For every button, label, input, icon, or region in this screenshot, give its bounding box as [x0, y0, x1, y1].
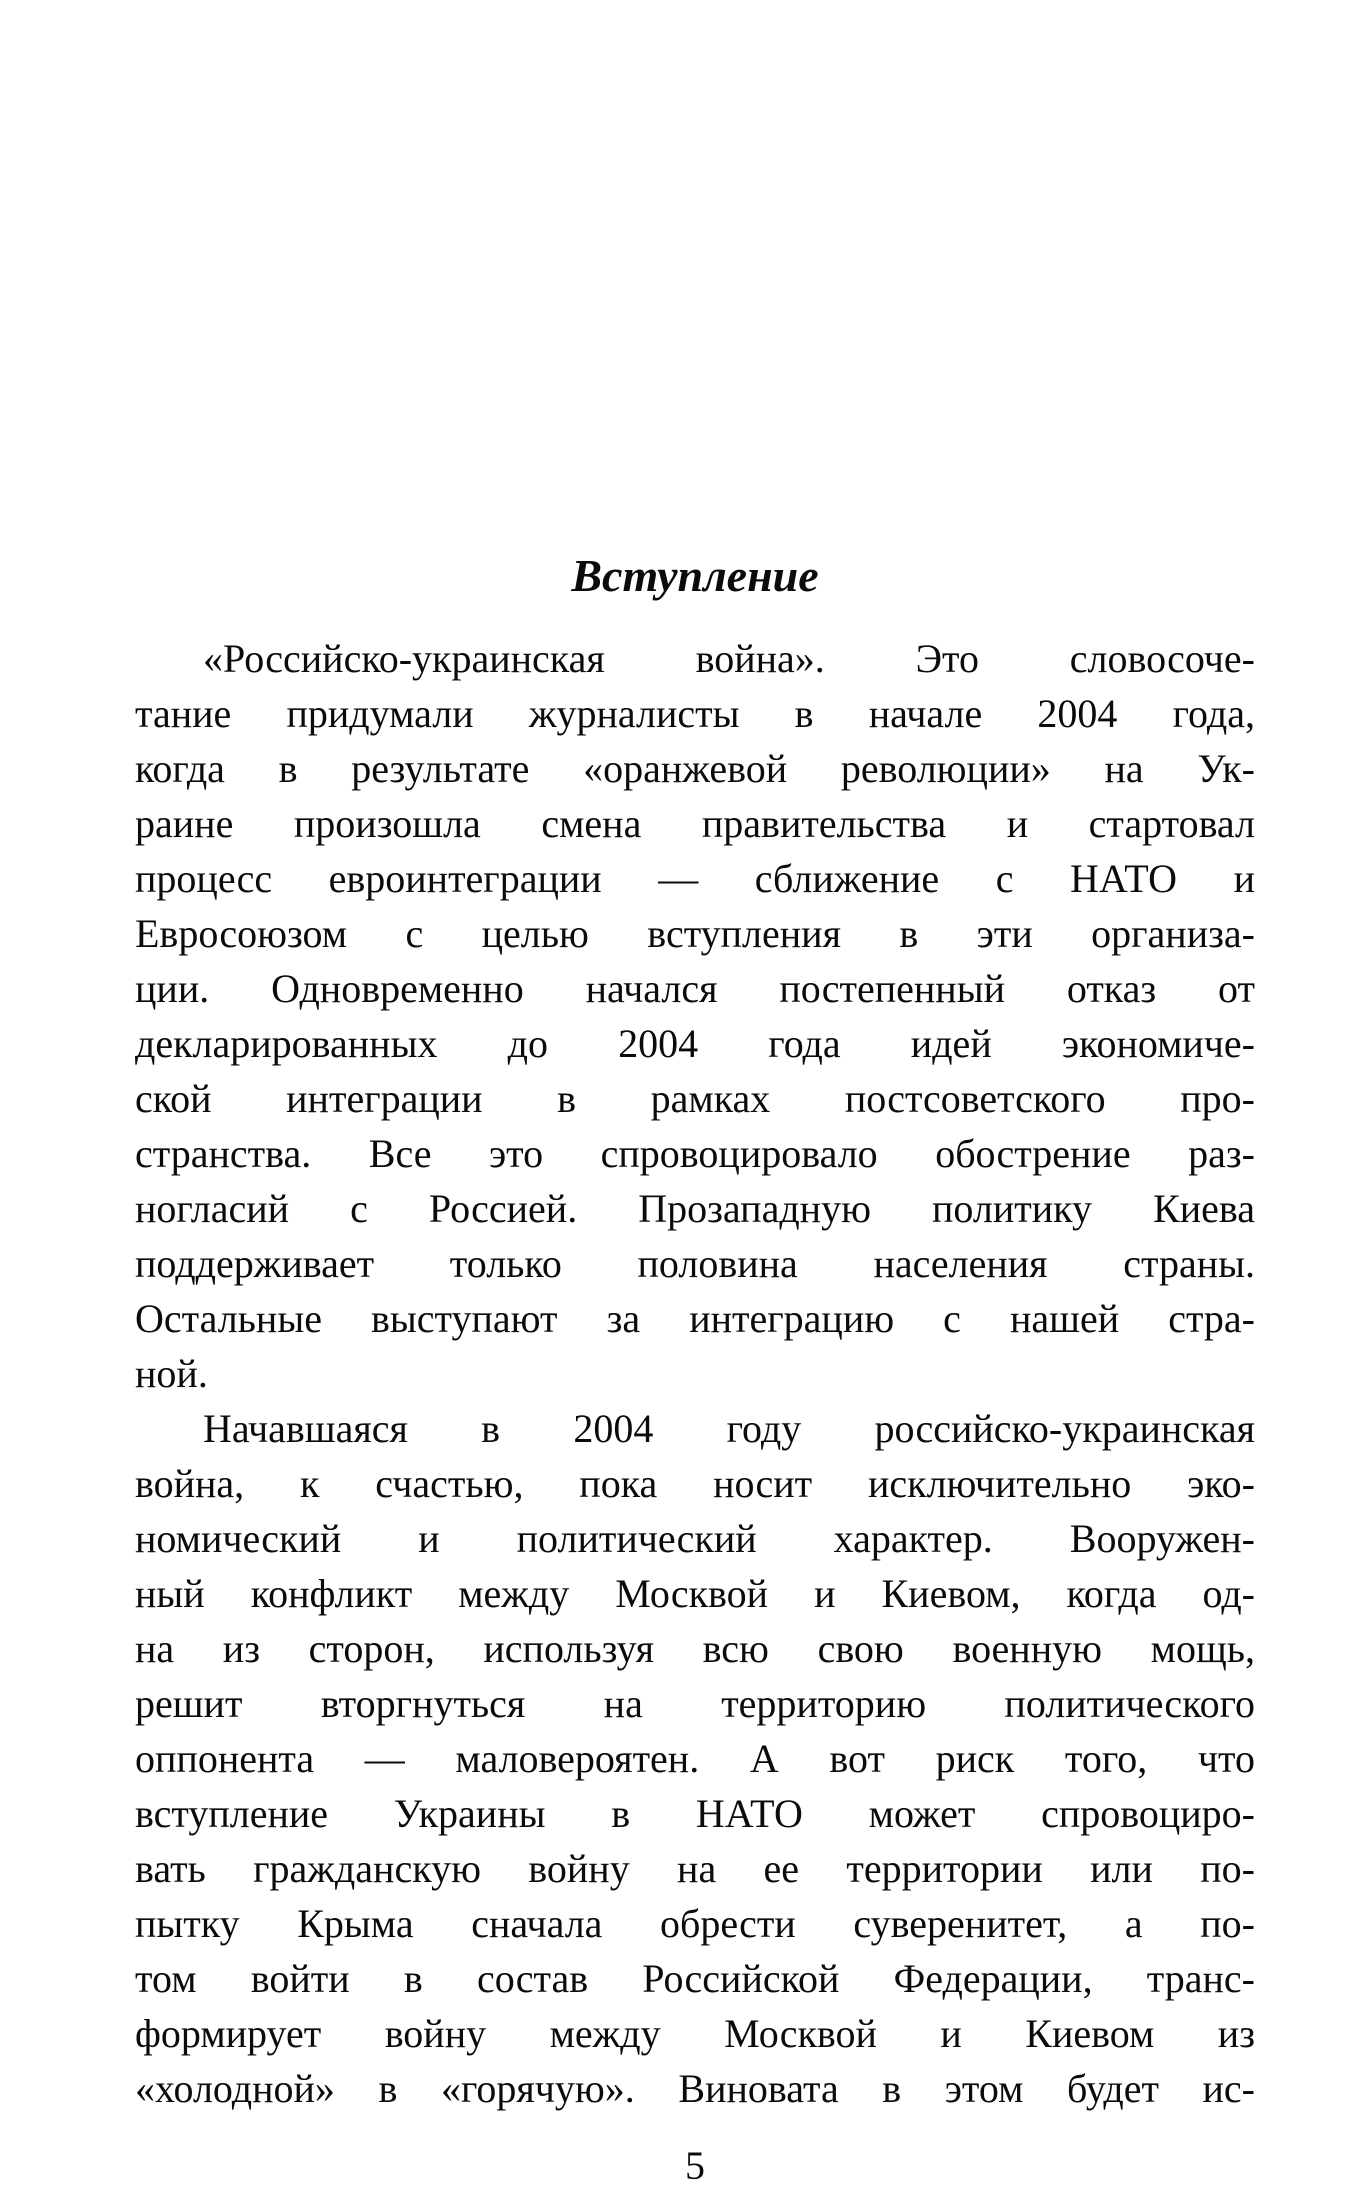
text-line: декларированных до 2004 года идей экономиче- [135, 1021, 1255, 1066]
text-line: ции. Одновременно начался постепенный отказ от [135, 966, 1255, 1011]
page-number: 5 [685, 2143, 705, 2188]
text-line: решит вторгнуться на территорию политического [135, 1681, 1255, 1726]
text-line: когда в результате «оранжевой революции» на Ук- [135, 746, 1255, 791]
text-line: тание придумали журналисты в начале 2004 года, [135, 691, 1255, 736]
text-line: ный конфликт между Москвой и Киевом, когда од- [135, 1571, 1255, 1616]
text-line: формирует войну между Москвой и Киевом из [135, 2011, 1255, 2056]
paragraphs [135, 631, 1255, 2116]
text-line: ногласий с Россией. Прозападную политику Киева [135, 1186, 1255, 1231]
text-line: ной. [135, 1351, 208, 1396]
text-line: на из сторон, используя всю свою военную мощь, [135, 1626, 1255, 1671]
text-line: раине произошла смена правительства и стартовал [135, 801, 1255, 846]
text-line: «Российско-украинская война». Это словосоче- [203, 636, 1255, 681]
text-line: том войти в состав Российской Федерации, транс- [135, 1956, 1255, 2001]
paragraph [135, 1401, 1255, 2116]
text-line: странства. Все это спровоцировало обострение раз- [135, 1131, 1255, 1176]
text-line: Остальные выступают за интеграцию с нашей стра- [135, 1296, 1255, 1341]
text-line: вать гражданскую войну на ее территории или по- [135, 1846, 1255, 1891]
paragraph [135, 631, 1255, 1401]
text-block [135, 548, 1255, 2116]
text-line: Начавшаяся в 2004 году российско-украинская [203, 1406, 1255, 1451]
chapter-title: Вступление [571, 550, 819, 601]
text-line: «холодной» в «горячую». Виновата в этом будет ис- [135, 2066, 1255, 2111]
text-line: процесс евроинтеграции — сближение с НАТО и [135, 856, 1255, 901]
text-line: оппонента — маловероятен. А вот риск того, что [135, 1736, 1255, 1781]
text-line: война, к счастью, пока носит исключительно эко- [135, 1461, 1255, 1506]
text-line: пытку Крыма сначала обрести суверенитет, а по- [135, 1901, 1255, 1946]
text-line: вступление Украины в НАТО может спровоциро- [135, 1791, 1255, 1836]
text-line: Евросоюзом с целью вступления в эти организа- [135, 911, 1255, 956]
text-line: номический и политический характер. Вооружен- [135, 1516, 1255, 1561]
text-line: ской интеграции в рамках постсоветского про- [135, 1076, 1255, 1121]
text-line: поддерживает только половина населения страны. [135, 1241, 1255, 1286]
